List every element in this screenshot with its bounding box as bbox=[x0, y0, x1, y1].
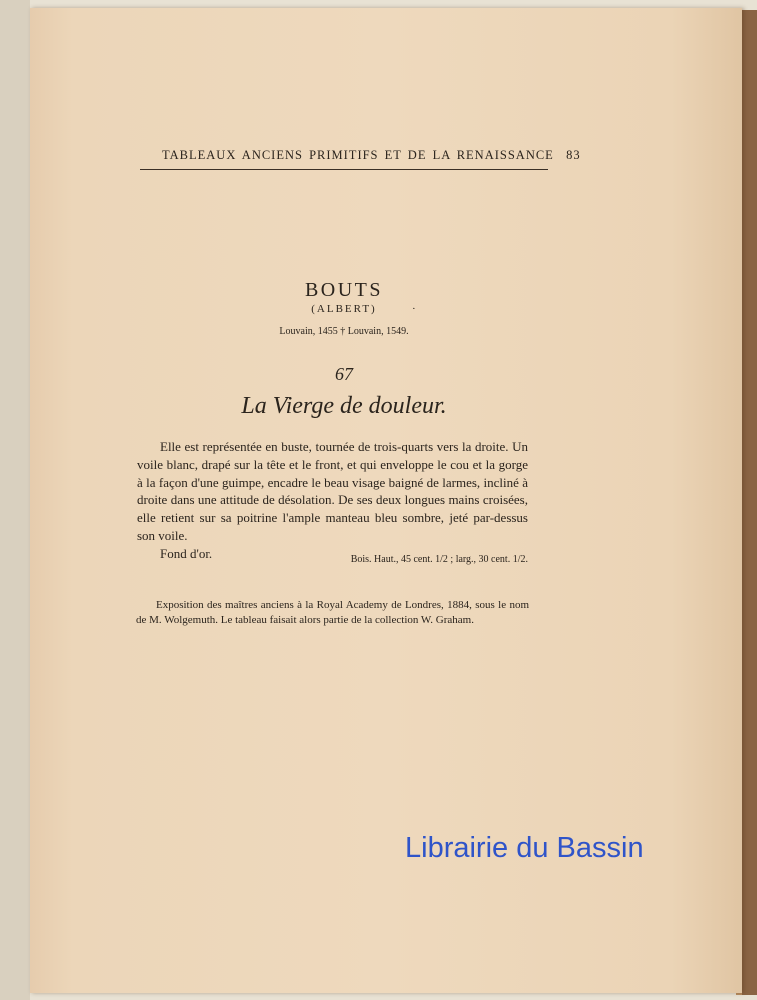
header-rule bbox=[140, 169, 548, 170]
stray-mark: · bbox=[412, 303, 416, 315]
provenance-text: Exposition des maîtres anciens à la Royal Academy de Londres, 1884, sous le nom de M. Wolgemuth. Le tableau faisait alors partie de la collection W. Graham. bbox=[136, 599, 529, 627]
catalogue-number: 67 bbox=[335, 364, 353, 384]
painting-title: La Vierge de douleur. bbox=[241, 393, 447, 419]
artist-dates: Louvain, 1455 † Louvain, 1549. bbox=[279, 326, 409, 337]
seller-watermark: Librairie du Bassin bbox=[405, 832, 644, 864]
artist-name: BOUTS bbox=[304, 279, 384, 301]
page-number: 83 bbox=[566, 148, 581, 162]
painting-dimensions: Bois. Haut., 45 cent. 1/2 ; larg., 30 cent. 1/2. bbox=[350, 554, 528, 565]
provenance-note bbox=[136, 598, 529, 628]
painting-description bbox=[137, 438, 528, 563]
running-title: TABLEAUX ANCIENS PRIMITIFS ET DE LA RENAISSANCE bbox=[162, 148, 554, 162]
description-paragraph: Fond d'or. bbox=[160, 545, 213, 561]
description-paragraph: Elle est représentée en buste, tournée de trois-quarts vers la droite. Un voile blanc, drapé sur la tête et le front, et qui enveloppe le cou et la gorge à la façon d'une guimpe, encadre le beau visage baigné de larmes, incliné à droite dans une attitude de désolation. De ses deux longues mains croisées, elle retient sur sa poitrine l'ample manteau bleu sombre, jeté par-dessus son voile. bbox=[137, 439, 528, 543]
running-header bbox=[162, 148, 581, 163]
artist-first-name: (ALBERT) bbox=[311, 303, 377, 315]
